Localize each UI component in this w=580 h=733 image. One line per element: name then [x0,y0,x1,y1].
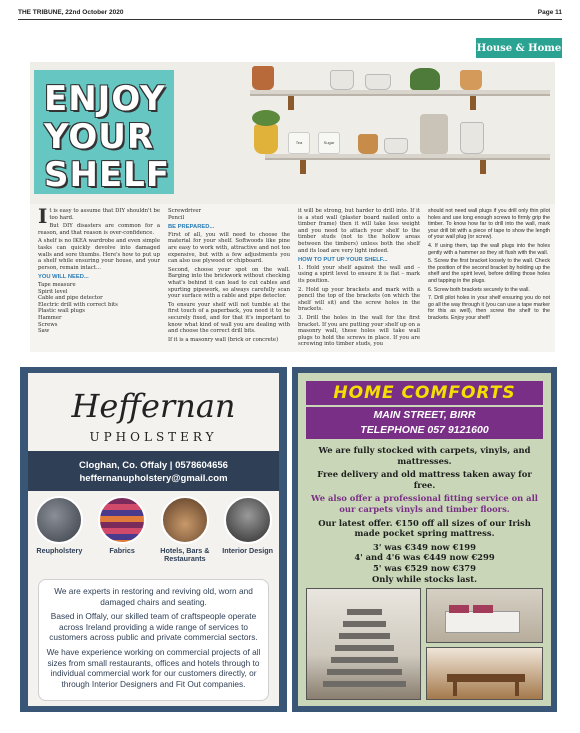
step-item: 4. If using them, tap the wall plugs into the holes gently with a hammer so they sit flush with the wall. [428,242,550,256]
subheading: HOW TO PUT UP YOUR SHELF... [298,257,388,264]
article-body [30,204,555,352]
contact-bar [28,451,279,491]
utensil-holder [420,114,448,154]
mattress-shape [445,611,520,633]
plant-icon [252,110,280,126]
list-item: Plastic wall plugs [38,308,85,315]
heffernan-advert-panel [28,373,279,706]
restaurant-photo [161,496,209,544]
paper-date: THE TRIBUNE, 22nd October 2020 [18,9,124,16]
list-item: Electric drill with correct bits [38,301,118,308]
closing-line: Only while stocks last. [371,573,478,584]
article-column-3: it will be strong, but harder to drill into. If it is a stud wall (plaster board nailed onto a timber frame) then it will take less weight and you need to attach your shelf to the timber studs (not to the hollow areas between the timbers) unless both the shelf and its load are very light indeed. HOW TO PUT UP YOUR SHELF... 1. Hold your shelf against the wall and – using a spirit level to ensure it is flat – mark its position. 2. Hold up your brackets and mark with a pencil the top of the brackets (on which the shelf will sit) and the screw holes in the brackets. 3. Drill the holes in the wall for the first bracket. If you are putting your shelf up on a masonry wall, these holes will take wall plugs to hold the screws in place. If you are screwing into timber studs, you [298,208,420,348]
table-leg [453,682,457,696]
interior-photo [224,496,272,544]
masthead [18,6,562,20]
home-comforts-advert [292,367,557,712]
white-jug [460,122,484,154]
category-hotels: Hotels, Bars & Restaurants [157,496,213,563]
bedroom-photo [426,588,543,643]
sugar-jar: Sugar [318,132,340,154]
step-item: 6. Screw both brackets securely to the wall. [428,286,530,293]
category-interior: Interior Design [220,496,276,563]
yellow-plant-pot [254,124,278,154]
step-item: 5. Screw the first bracket loosely to the wall. Check the position of the second bracket by holding up the shelf and the spirit level, before drilling those holes and tapping in the plugs. [428,258,550,284]
lower-shelf [265,154,550,160]
fabric-photo [98,496,146,544]
dining-room-photo [426,647,543,700]
description-box: We are experts in restoring and reviving old, worn and damaged chairs and seating. Based in Offaly, our skilled team of craftspeople operate across Ireland providing a wide range of services to customers across public and private commercial sectors. We have experience working on commercial projects of all sizes from small restaurants, offices and hotels through to individual commercial work for our customers directly, or through Interior Designers and Fit Out companies. [38,579,269,701]
price-item: 5' was €529 now €379 [373,562,476,573]
address-phone: Cloghan, Co. Offaly | 0578604656 [79,460,228,471]
stairs-icon [307,589,421,700]
heffernan-advert [20,367,287,712]
section-tab: House & Home [476,38,562,58]
basket [460,70,482,90]
category-fabrics: Fabrics [94,496,150,563]
copper-canister [358,134,378,154]
list-item: Tape measure [38,281,76,288]
feature-title: ENJOY YOUR SHELF [44,79,171,195]
email: heffernanupholstery@gmail.com [79,473,228,484]
home-comforts-panel [298,373,551,706]
upper-shelf [250,90,550,96]
drop-cap: I [38,204,48,228]
page-number: Page 11 [537,9,562,16]
plant-icon [410,68,440,90]
terracotta-pot [252,66,274,90]
price-item: 3' was €349 now €199 [373,541,476,552]
pillow-shape [449,605,469,613]
step-item: should not need wall plugs if you drill only thin pilot holes and use long enough screws to firmly grip the timber. To know how far to drill into the wall, mark your drill bit with a piece of tape to show the length of your wall plug (or screw). [428,208,550,241]
chair-photo [35,496,83,544]
step-item: 2. Hold up your brackets and mark with a pencil the top of the brackets (on which the shelf will sit) and the screw holes in the brackets. [298,286,420,313]
table-shape [447,674,525,682]
shelf-bracket [470,96,476,110]
list-item: Pencil [168,214,185,221]
tea-jar: Tea [288,132,310,154]
shelf-bracket [288,96,294,110]
list-item: Cable and pipe detector [38,295,103,302]
white-bowl [365,74,391,90]
shelf-bracket [300,160,306,174]
article-column-2: Screwdriver Pencil BE PREPARED... First of all, you will need to choose the material for your shelf. Softwoods like pine are easy to work with, attractive and not too expensive, but with a few adjustments you can also use plywood or chipboard. Second, choose your spot on the wall. Barging into the brickwork without checking what's behind it can lead to cut cables and spurting pipework, so always carefully scan your surface with a cable and pipe detector. To ensure your shelf will not tumble at the first touch of a paperback, you need it to be securely fixed, and for that it's important to know what kind of wall you are dealing with and choose the correct drill bits. If it is a masonry wall (brick or concrete) [168,208,290,343]
table-leg [515,682,519,696]
list-item: Screws [38,321,58,328]
list-item: Spirit level [38,288,68,295]
heffernan-logo-subtitle: UPHOLSTERY [89,430,218,444]
list-item: Screwdriver [168,208,202,214]
step-item: 3. Drill the holes in the wall for the first bracket. If you are putting your shelf up on a masonry wall, these holes will take wall plugs to hold the screws in place. If you are screwing into timber studs, you [298,314,420,348]
list-item: Saw [38,328,50,335]
white-bowl [330,70,354,90]
category-reupholstery: Reupholstery [31,496,87,563]
shelf-bracket [480,160,486,174]
service-categories [28,496,279,563]
step-item: 1. Hold your shelf against the wall and – using a spirit level to ensure it is flat – mark its position. [298,264,420,284]
home-comforts-title: HOME COMFORTS [306,381,543,405]
step-item: 7. Drill pilot holes in your shelf ensuring you do not go all the way through it (you can use a tape marker for this as well), then screw the shelf to the brackets. Enjoy your shelf! [428,295,550,321]
heffernan-logo: Heffernan [71,387,236,425]
subheading: BE PREPARED... [168,224,215,231]
offer-text: We are fully stocked with carpets, vinyls, and mattresses. Free delivery and old mattress taken away for free. We also offer a professional fitting service on all our carpets vinyls and timber floors. Our latest offer. €150 off all sizes of our Irish made pocket spring mattress. 3' was €349 now €199 4' and 4'6 was €449 now €299 5' was €529 now €379 Only while stocks last. [306,445,543,584]
pillow-shape [473,605,493,613]
stairs-carpet-photo [306,588,421,700]
list-item: Hammer [38,314,62,321]
price-item: 4' and 4'6 was €449 now €299 [354,552,495,563]
address-block: MAIN STREET, BIRR TELEPHONE 057 9121600 [306,407,543,439]
article-column-4 [428,208,550,324]
subheading: YOU WILL NEED... [38,274,89,281]
article-column-1: It is easy to assume that DIY shouldn't be too hard. But DIY disasters are common for a reason, and that reason is over-confidence. A shelf is no IKEA wardrobe and even simple tasks can quickly devolve into damaged walls and sore thumbs. Here's how to put up a shelf while ensuring your house, and your person, remain intact... YOU WILL NEED... Tape measure Spirit level Cable and pipe detector Electric drill with correct bits Plastic wall plugs Hammer Screws Saw [38,204,160,335]
white-bowl [384,138,408,154]
